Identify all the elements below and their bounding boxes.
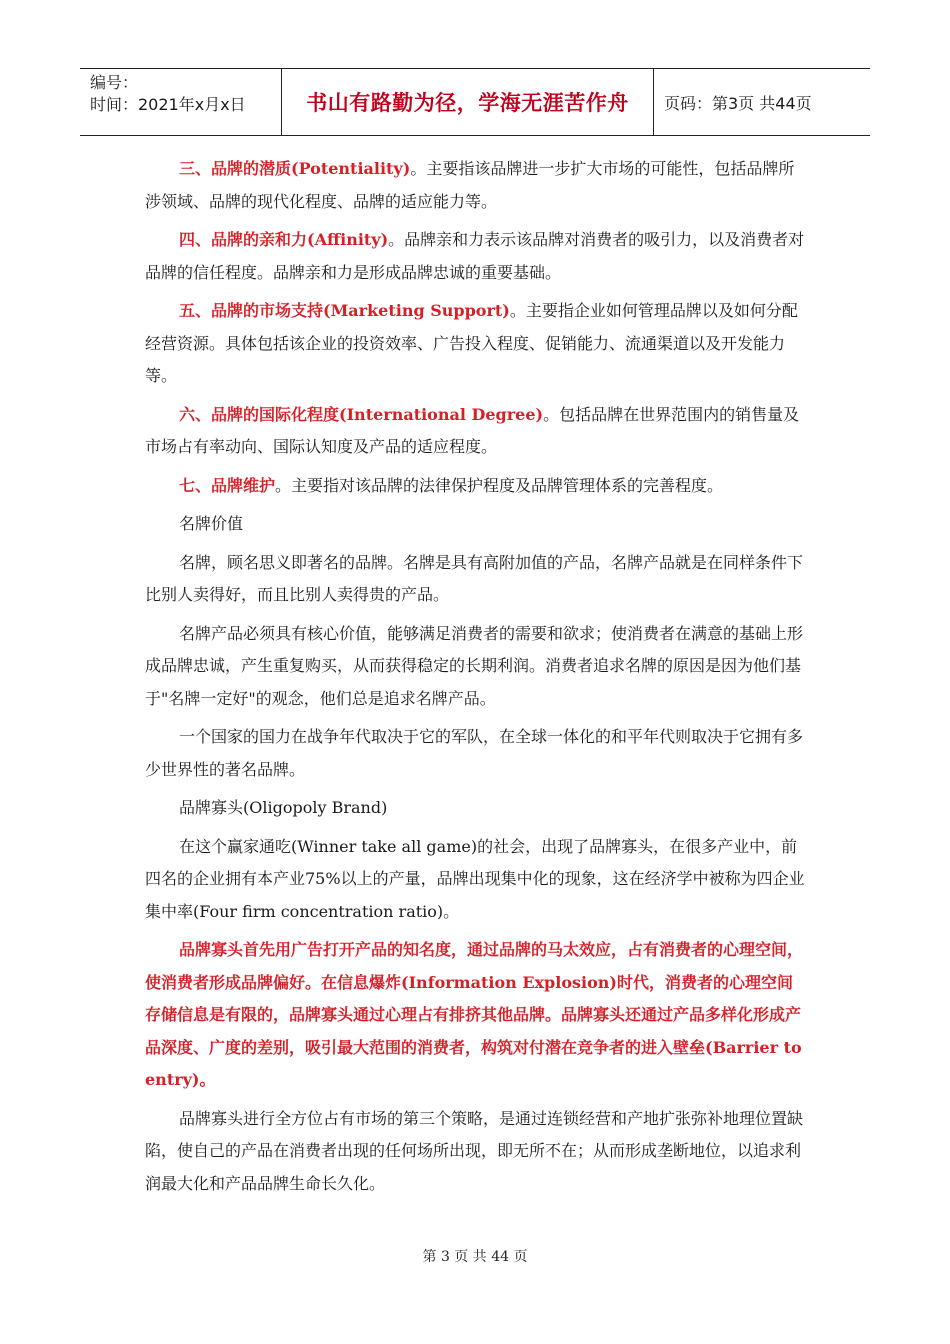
page-header xyxy=(80,68,870,136)
header-time-label: 时间：2021年x月x日 xyxy=(90,95,246,114)
section-title: 六、品牌的国际化程度(International Degree) xyxy=(179,404,544,424)
page-footer: 第 3 页 共 44 页 xyxy=(422,1249,528,1265)
section-marketing-support xyxy=(145,295,807,393)
paragraph-third-strategy: 品牌寡头进行全方位占有市场的第三个策略，是通过连锁经营和产地扩张弥补地理位置缺陷，使自己的产品在消费者出现的任何场所出现，即无所不在；从而形成垄断地位，以追求利润最大化和产品品牌生命长久化。 xyxy=(145,1108,804,1193)
document-body xyxy=(145,153,807,1206)
section-text: 。主要指该品牌进一步扩大市场的可能性，包括品牌所涉领域、品牌的现代化程度、品牌的适应能力等。 xyxy=(145,159,795,211)
paragraph-brand-definition: 名牌，顾名思义即著名的品牌。名牌是具有高附加值的产品，名牌产品就是在同样条件下比别人卖得好，而且比别人卖得贵的产品。 xyxy=(145,552,804,604)
section-title: 五、品牌的市场支持(Marketing Support) xyxy=(179,301,510,320)
header-motto: 书山有路勤为径，学海无涯苦作舟 xyxy=(282,69,654,135)
section-title: 七、品牌维护 xyxy=(179,475,276,495)
section-text: 。主要指对该品牌的法律保护程度及品牌管理体系的完善程度。 xyxy=(275,475,724,495)
heading-oligopoly-brand: 品牌寡头(Oligopoly Brand) xyxy=(179,798,388,817)
section-title: 四、品牌的亲和力(Affinity) xyxy=(179,230,389,249)
paragraph-core-value: 名牌产品必须具有核心价值，能够满足消费者的需要和欲求；使消费者在满意的基础上形成品牌忠诚，产生重复购买，从而获得稳定的长期利润。消费者追求名牌的原因是因为他们基于"名牌一定好"的观念，他们总是追求名牌产品。 xyxy=(145,623,804,708)
header-page-info: 页码：第3页 共44页 xyxy=(664,93,812,113)
section-brand-maintenance xyxy=(145,470,807,503)
section-potentiality xyxy=(145,153,807,218)
header-meta xyxy=(80,69,282,135)
header-number-label: 编号： xyxy=(90,73,139,92)
section-text: 。品牌亲和力表示该品牌对消费者的吸引力，以及消费者对品牌的信任程度。品牌亲和力是形成品牌忠诚的重要基础。 xyxy=(145,230,805,282)
heading-brand-value: 名牌价值 xyxy=(179,514,244,533)
section-international-degree xyxy=(145,399,807,464)
paragraph-national-power: 一个国家的国力在战争年代取决于它的军队，在全球一体化的和平年代则取决于它拥有多少世界性的著名品牌。 xyxy=(145,727,804,779)
section-affinity xyxy=(145,224,807,289)
paragraph-oligopoly-strategy: 品牌寡头首先用广告打开产品的知名度，通过品牌的马太效应，占有消费者的心理空间，使消费者形成品牌偏好。在信息爆炸(Information Explosion)时代，消费者的心理空间存储信息是有限的，品牌寡头通过心理占有排挤其他品牌。品牌寡头还通过产品多样化形成产品深度、广度的差别，吸引最大范围的消费者，构筑对付潜在竞争者的进入壁垒(Barrier to entry)。 xyxy=(145,940,804,1089)
section-text: 。包括品牌在世界范围内的销售量及市场占有率动向、国际认知度及产品的适应程度。 xyxy=(145,404,800,456)
section-text: 。主要指企业如何管理品牌以及如何分配经营资源。具体包括该企业的投资效率、广告投入程度、促销能力、流通渠道以及开发能力等。 xyxy=(145,301,798,385)
paragraph-winner-take-all: 在这个赢家通吃(Winner take all game)的社会，出现了品牌寡头，在很多产业中，前四名的企业拥有本产业75%以上的产量，品牌出现集中化的现象，这在经济学中被称为四企业集中率(Four firm concentration ratio)。 xyxy=(145,836,805,921)
section-title: 三、品牌的潜质(Potentiality) xyxy=(179,159,411,178)
